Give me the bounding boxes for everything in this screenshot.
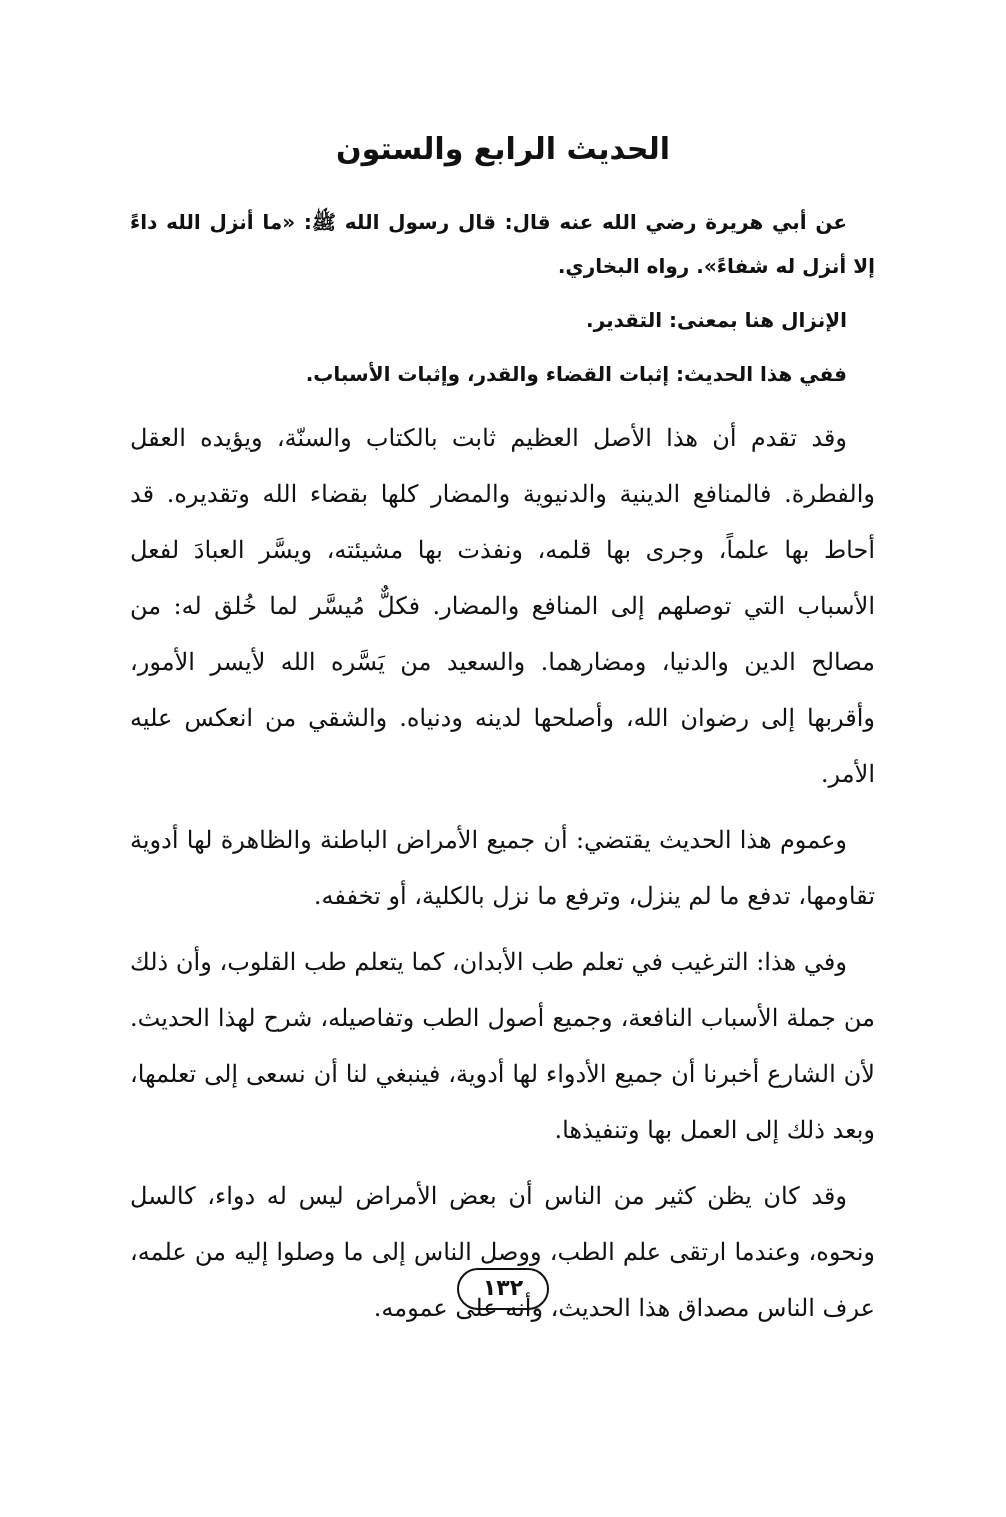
commentary-block — [130, 410, 875, 1336]
commentary-paragraph: وفي هذا: الترغيب في تعلم طب الأبدان، كما يتعلم طب القلوب، وأن ذلك من جملة الأسباب النافعة، وجميع أصول الطب وتفاصيله، شرح لهذا الحديث. لأن الشارع أخبرنا أن جميع الأدواء لها أدوية، فينبغي لنا أن نسعى إلى تعلمها، وبعد ذلك إلى العمل بها وتنفيذها. — [130, 948, 876, 1144]
commentary-paragraph: وعموم هذا الحديث يقتضي: أن جميع الأمراض الباطنة والظاهرة لها أدوية تقاومها، تدفع ما لم ينزل، وترفع ما نزل بالكلية، أو تخففه. — [130, 826, 875, 910]
hadith-paragraph: الإنزال هنا بمعنى: التقدير. — [586, 308, 847, 332]
hadith-title: الحديث الرابع والستون — [335, 132, 671, 167]
commentary-paragraph: وقد كان يظن كثير من الناس أن بعض الأمراض ليس له دواء، كالسل ونحوه، وعندما ارتقى علم الطب، ووصل الناس إلى ما وصلوا إليه من علمه، عرف الناس مصداق هذا الحديث، وأنه على عمومه. — [130, 1182, 875, 1322]
page-body — [130, 200, 875, 1346]
hadith-text-block — [130, 200, 875, 396]
hadith-paragraph: ففي هذا الحديث: إثبات القضاء والقدر، وإثبات الأسباب. — [305, 362, 847, 386]
hadith-paragraph: عن أبي هريرة رضي الله عنه قال: قال رسول الله ﷺ: «ما أنزل الله داءً إلا أنزل له شفاءً». رواه البخاري. — [130, 210, 875, 278]
commentary-paragraph: وقد تقدم أن هذا الأصل العظيم ثابت بالكتاب والسنّة، ويؤيده العقل والفطرة. فالمنافع الدينية والدنيوية والمضار كلها بقضاء الله وتقديره. قد أحاط بها علماً، وجرى بها قلمه، ونفذت بها مشيئته، ويسَّر العبادَ لفعل الأسباب التي توصلهم إلى المنافع والمضار. فكلٌّ مُيسَّر لما خُلق له: من مصالح الدين والدنيا، ومضارهما. والسعيد من يَسَّره الله لأيسر الأمور، وأقربها إلى رضوان الله، وأصلحها لدينه ودنياه. والشقي من انعكس عليه الأمر. — [130, 424, 875, 788]
page-number-container — [0, 1268, 1006, 1310]
page-number: ١٣٢ — [457, 1268, 549, 1310]
